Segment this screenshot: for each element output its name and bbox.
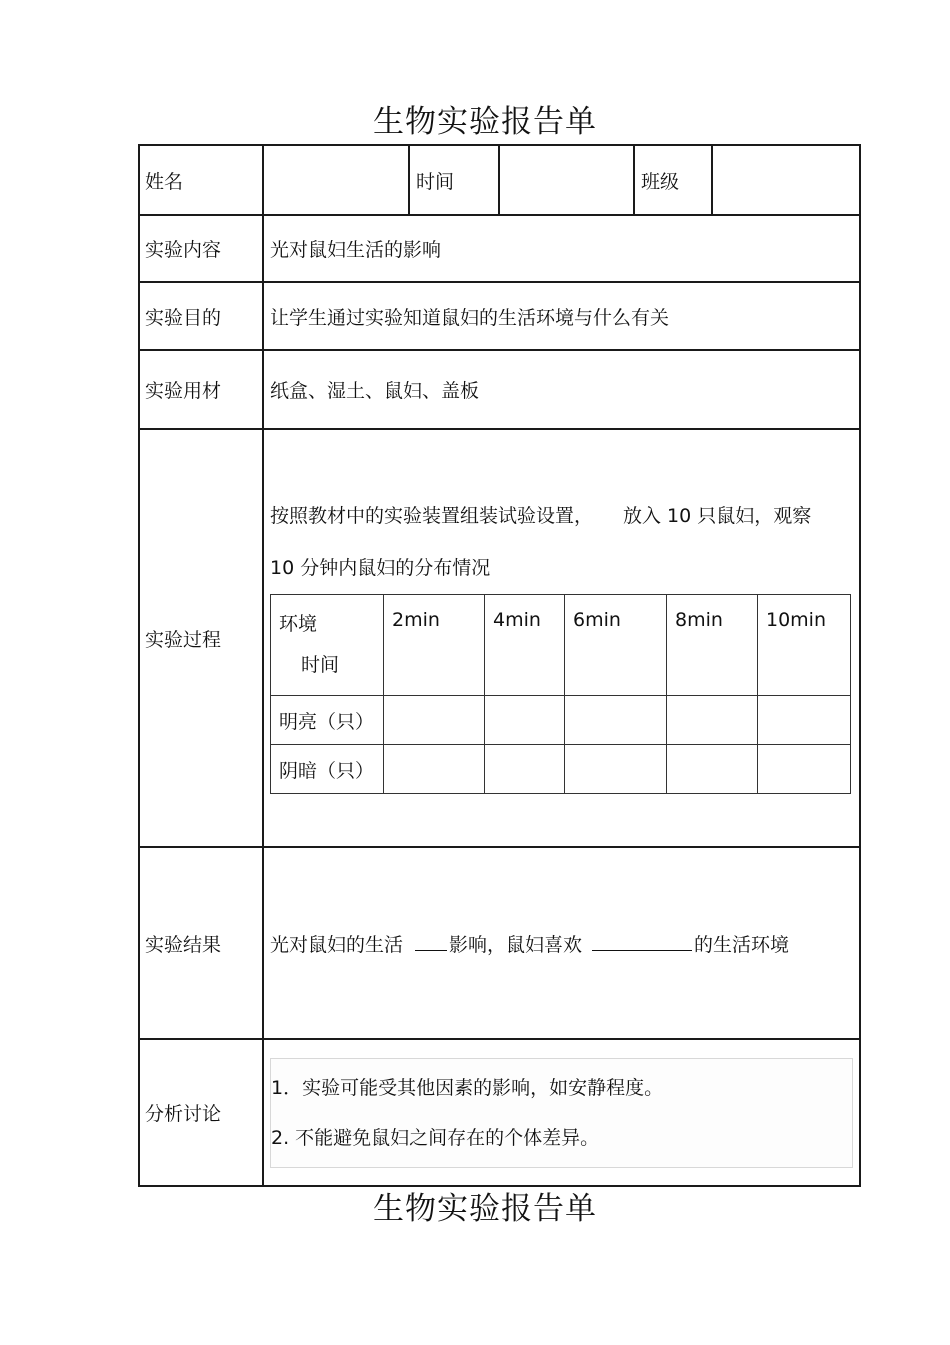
page-title: 生物实验报告单 <box>373 104 597 140</box>
process-row <box>139 429 860 847</box>
table-cell[interactable] <box>565 745 667 794</box>
purpose-value: 让学生通过实验知道鼠妇的生活环境与什么有关 <box>263 282 860 350</box>
materials-value: 纸盒、湿土、鼠妇、盖板 <box>263 350 860 429</box>
report-table <box>138 144 861 1187</box>
table-cell[interactable] <box>384 745 485 794</box>
materials-row <box>139 350 860 429</box>
process-description <box>270 490 851 594</box>
result-cell <box>263 847 860 1039</box>
table-row <box>271 696 851 745</box>
column-header: 6min <box>565 595 667 696</box>
name-field[interactable] <box>263 145 409 215</box>
discussion-label: 分析讨论 <box>139 1039 263 1186</box>
content-row <box>139 215 860 282</box>
table-cell[interactable] <box>667 696 758 745</box>
column-header: 4min <box>485 595 565 696</box>
name-label: 姓名 <box>139 145 263 215</box>
table-cell[interactable] <box>667 745 758 794</box>
observation-header-row <box>271 595 851 696</box>
process-text-line2: 10 分钟内鼠妇的分布情况 <box>270 557 491 579</box>
result-blank-2[interactable] <box>592 930 692 951</box>
content-value: 光对鼠妇生活的影响 <box>263 215 860 282</box>
process-text-part1: 按照教材中的实验装置组装试验设置， <box>270 505 594 527</box>
time-field[interactable] <box>499 145 634 215</box>
result-text-part1: 光对鼠妇的生活 <box>270 933 404 956</box>
result-text-part3: 的生活环境 <box>694 933 790 956</box>
observation-table <box>270 594 851 794</box>
result-row <box>139 847 860 1039</box>
class-field[interactable] <box>712 145 860 215</box>
column-header: 10min <box>758 595 851 696</box>
process-text-part2: 放入 10 只鼠妇，观察 <box>623 505 812 527</box>
time-label: 时间 <box>409 145 499 215</box>
discussion-item: 2. 不能避免鼠妇之间存在的个体差异。 <box>271 1126 600 1149</box>
purpose-row <box>139 282 860 350</box>
table-cell[interactable] <box>485 696 565 745</box>
table-row <box>271 745 851 794</box>
row-label-dark: 阴暗（只） <box>271 745 384 794</box>
discussion-item: 1．实验可能受其他因素的影响，如安静程度。 <box>271 1076 664 1099</box>
header-row <box>139 145 860 215</box>
result-label: 实验结果 <box>139 847 263 1039</box>
table-cell[interactable] <box>485 745 565 794</box>
column-header: 2min <box>384 595 485 696</box>
row-label-bright: 明亮（只） <box>271 696 384 745</box>
materials-label: 实验用材 <box>139 350 263 429</box>
header-env: 环境 <box>279 613 318 635</box>
discussion-box <box>270 1058 853 1168</box>
result-text-part2: 影响，鼠妇喜欢 <box>449 933 583 956</box>
column-header: 8min <box>667 595 758 696</box>
content-label: 实验内容 <box>139 215 263 282</box>
table-cell[interactable] <box>565 696 667 745</box>
class-label: 班级 <box>634 145 712 215</box>
env-time-header <box>271 595 384 696</box>
discussion-cell <box>263 1039 860 1186</box>
table-cell[interactable] <box>384 696 485 745</box>
result-blank-1[interactable] <box>415 930 447 951</box>
discussion-row <box>139 1039 860 1186</box>
header-time: 时间 <box>301 654 340 676</box>
process-cell <box>263 429 860 847</box>
table-cell[interactable] <box>758 745 851 794</box>
footer-title: 生物实验报告单 <box>373 1191 597 1227</box>
process-label: 实验过程 <box>139 429 263 847</box>
table-cell[interactable] <box>758 696 851 745</box>
purpose-label: 实验目的 <box>139 282 263 350</box>
